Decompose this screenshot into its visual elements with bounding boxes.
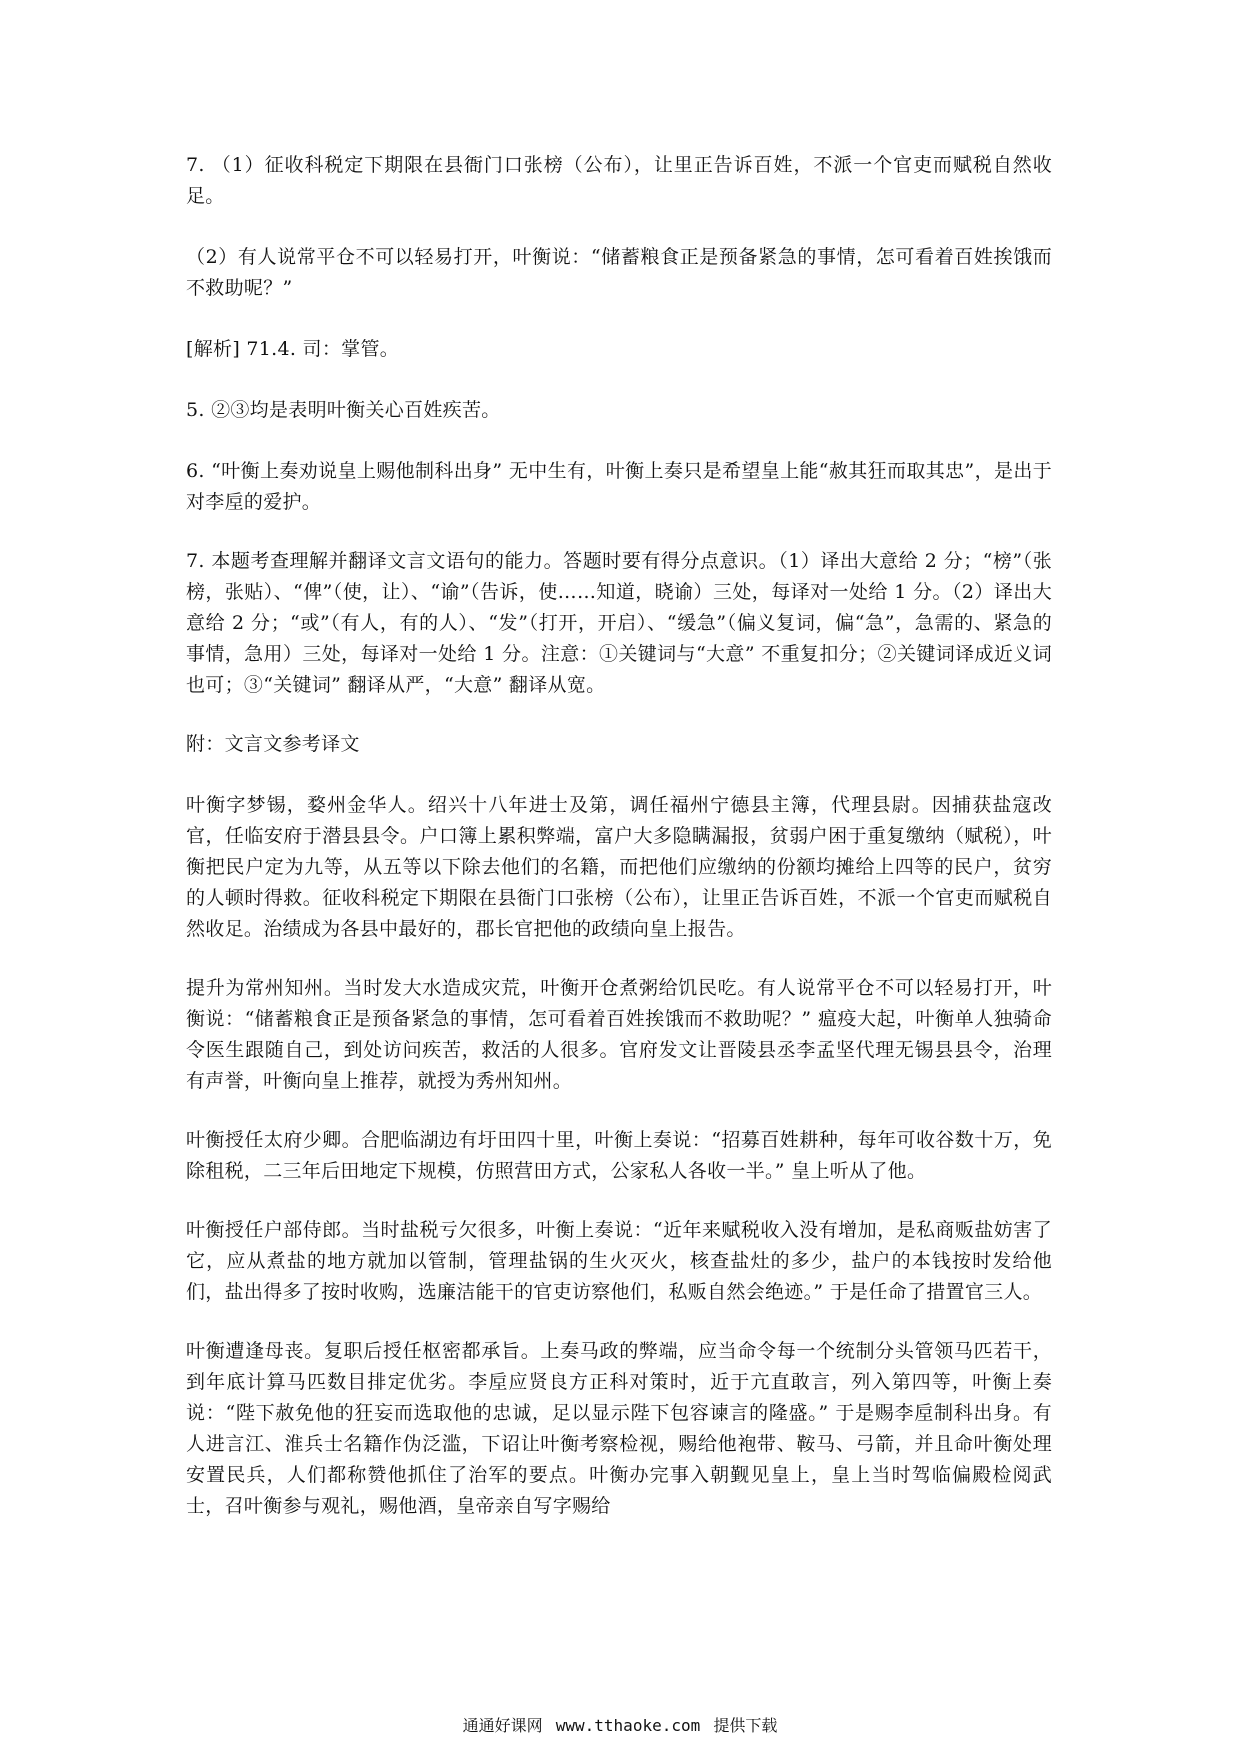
footer-site-name: 通通好课网	[462, 1716, 543, 1735]
analysis-5: 5. ②③均是表明叶衡关心百姓疾苦。	[186, 399, 501, 421]
answer-7-part-2: （2）有人说常平仓不可以轻易打开，叶衡说：“储蓄粮食正是预备紧急的事情，怎可看着百姓挨饿而不救助呢？”	[186, 246, 1052, 299]
translation-paragraph-1: 叶衡字梦锡，婺州金华人。绍兴十八年进士及第，调任福州宁德县主簿，代理县尉。因捕获盐寇改官，任临安府于潜县县令。户口簿上累积弊端，富户大多隐瞒漏报，贫弱户困于重复缴纳（赋税），叶衡把民户定为九等，从五等以下除去他们的名籍，而把他们应缴纳的份额均摊给上四等的民户，贫穷的人顿时得救。征收科税定下期限在县衙门口张榜（公布），让里正告诉百姓，不派一个官吏而赋税自然收足。治绩成为各县中最好的，郡长官把他的政绩向皇上报告。	[186, 794, 1052, 940]
page-footer	[0, 1716, 1240, 1736]
answer-7-part-1: 7. （1）征收科税定下期限在县衙门口张榜（公布），让里正告诉百姓，不派一个官吏而赋税自然收足。	[186, 154, 1052, 207]
translation-paragraph-2: 提升为常州知州。当时发大水造成灾荒，叶衡开仓煮粥给饥民吃。有人说常平仓不可以轻易打开，叶衡说：“储蓄粮食正是预备紧急的事情，怎可看着百姓挨饿而不救助呢？” 瘟疫大起，叶衡单人独骑命令医生跟随自己，到处访问疾苦，救活的人很多。官府发文让晋陵县丞李孟坚代理无锡县县令，治理有声誉，叶衡向皇上推荐，就授为秀州知州。	[186, 977, 1052, 1092]
analysis-7: 7. 本题考查理解并翻译文言文语句的能力。答题时要有得分点意识。（1）译出大意给 2 分；“榜”（张榜，张贴）、“俾”（使，让）、“谕”（告诉，使……知道，晓谕）三处，每译对一处给 1 分。（2）译出大意给 2 分；“或”（有人，有的人）、“发”（打开，开启）、“缓急”（偏义复词，偏“急”，急需的、紧急的事情，急用）三处，每译对一处给 1 分。注意：①关键词与“大意” 不重复扣分；②关键词译成近义词也可；③“关键词” 翻译从严，“大意” 翻译从宽。	[186, 550, 1052, 696]
translation-paragraph-5: 叶衡遭逢母丧。复职后授任枢密都承旨。上奏马政的弊端，应当命令每一个统制分头管领马匹若干，到年底计算马匹数目排定优劣。李垕应贤良方正科对策时，近于亢直敢言，列入第四等，叶衡上奏说：“陛下赦免他的狂妄而选取他的忠诚，足以显示陛下包容谏言的隆盛。” 于是赐李垕制科出身。有人进言江、淮兵士名籍作伪泛滥，下诏让叶衡考察检视，赐给他袍带、鞍马、弓箭，并且命叶衡处理安置民兵，人们都称赞他抓住了治军的要点。叶衡办完事入朝觐见皇上，皇上当时驾临偏殿检阅武士，召叶衡参与观礼，赐他酒，皇帝亲自写字赐给	[186, 1340, 1052, 1517]
translation-heading: 附：文言文参考译文	[186, 733, 360, 755]
translation-paragraph-3: 叶衡授任太府少卿。合肥临湖边有圩田四十里，叶衡上奏说：“招募百姓耕种，每年可收谷数十万，免除租税，二三年后田地定下规模，仿照营田方式，公家私人各收一半。” 皇上听从了他。	[186, 1129, 1052, 1182]
analysis-4: [解析] 71.4. 司：掌管。	[186, 338, 400, 360]
footer-note: 提供下载	[713, 1716, 778, 1735]
document-body	[186, 150, 1052, 1550]
translation-paragraph-4: 叶衡授任户部侍郎。当时盐税亏欠很多，叶衡上奏说：“近年来赋税收入没有增加，是私商贩盐妨害了它，应从煮盐的地方就加以管制，管理盐锅的生火灭火，核查盐灶的多少，盐户的本钱按时发给他们，盐出得多了按时收购，选廉洁能干的官吏访察他们，私贩自然会绝迹。” 于是任命了措置官三人。	[186, 1219, 1052, 1303]
analysis-6: 6. “叶衡上奏劝说皇上赐他制科出身” 无中生有，叶衡上奏只是希望皇上能“赦其狂而取其忠”，是出于对李垕的爱护。	[186, 460, 1052, 513]
footer-url[interactable]: www.tthaoke.com	[555, 1716, 701, 1735]
